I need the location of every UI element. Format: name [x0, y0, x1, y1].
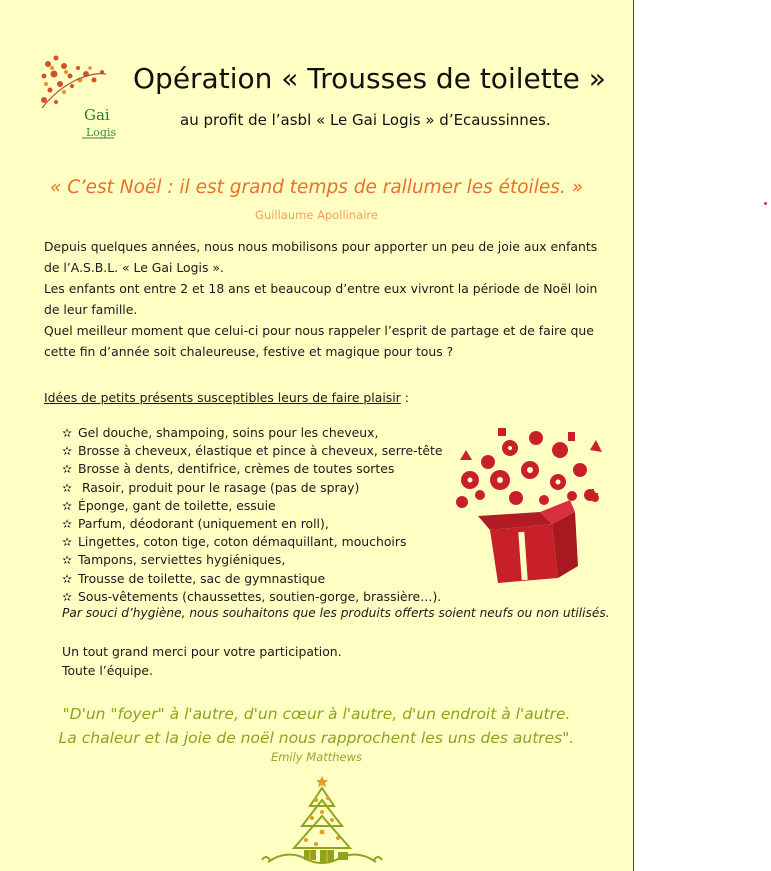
- christmas-tree-icon: [258, 770, 386, 870]
- list-item-text: Brosse à dents, dentifrice, crèmes de toutes sortes: [78, 461, 395, 477]
- intro-paragraph: Depuis quelques années, nous nous mobilisons pour apporter un peu de joie aux enfants de l’A.S.B.L. « Le Gai Logis ».: [44, 239, 598, 275]
- list-item-text: Tampons, serviettes hygiéniques,: [78, 552, 286, 568]
- page-subtitle: au profit de l’asbl « Le Gai Logis » d’Ecaussinnes.: [180, 111, 551, 129]
- star-icon: ✫: [62, 498, 73, 513]
- page-title: Opération « Trousses de toilette »: [133, 62, 606, 95]
- gai-logis-logo: [36, 50, 116, 142]
- list-item: [62, 479, 462, 497]
- list-item: [62, 497, 462, 515]
- star-icon: ✫: [62, 535, 73, 550]
- star-icon: ✫: [62, 462, 73, 477]
- list-item-text: Lingettes, coton tige, coton démaquillant, mouchoirs: [78, 534, 407, 550]
- list-item-text: Sous-vêtements (chaussettes, soutien-gorge, brassière…).: [78, 588, 442, 604]
- apollinaire-quote: « C’est Noël : il est grand temps de rallumer les étoiles. »: [49, 177, 584, 198]
- signature-line: Toute l’équipe.: [62, 663, 153, 678]
- star-icon: ✫: [62, 426, 73, 440]
- logo-text-logis: Logis: [86, 126, 116, 139]
- intro-paragraph: Les enfants ont entre 2 et 18 ans et beaucoup d’entre eux vivront la période de Noël loin de leur famille.: [44, 281, 598, 317]
- list-item: [62, 515, 462, 533]
- list-item: [62, 442, 462, 460]
- star-icon: ✫: [62, 480, 73, 495]
- list-item: [62, 460, 462, 478]
- gift-ideas-list: [62, 424, 462, 606]
- thanks-line: Un tout grand merci pour votre participation.: [62, 644, 342, 659]
- logo-text-gai: Gai: [84, 106, 110, 124]
- quote-author: Emily Matthews: [270, 750, 363, 764]
- list-item-text: Rasoir, produit pour le rasage (pas de spray): [78, 479, 360, 495]
- list-item: [62, 551, 462, 569]
- star-icon: ✫: [62, 553, 73, 568]
- thanks-block: [62, 642, 342, 680]
- list-item-text: Brosse à cheveux, élastique et pince à cheveux, serre-tête: [78, 443, 443, 459]
- list-item: [62, 570, 462, 588]
- quote-line: "D'un "foyer" à l'autre, d'un cœur à l'autre, d'un endroit à l'autre.: [62, 705, 571, 723]
- ideas-heading-colon: :: [400, 390, 409, 405]
- quote-line: La chaleur et la joie de noël nous rapprochent les uns des autres".: [58, 729, 575, 747]
- ideas-heading: [44, 390, 409, 405]
- quote-author: Guillaume Apollinaire: [255, 208, 378, 222]
- list-item-text: Éponge, gant de toilette, essuie: [78, 497, 276, 513]
- list-item: [62, 424, 462, 442]
- list-item-text: Parfum, déodorant (uniquement en roll),: [78, 516, 329, 532]
- list-item: [62, 588, 462, 606]
- ideas-heading-text: Idées de petits présents susceptibles leurs de faire plaisir: [44, 390, 401, 405]
- matthews-quote: [0, 702, 633, 750]
- list-item: [62, 533, 462, 551]
- star-icon: ✫: [62, 589, 73, 604]
- intro-paragraph: Quel meilleur moment que celui-ci pour nous rappeler l’esprit de partage et de faire que cette fin d’année soit chaleureuse, festive et magique pour tous ?: [44, 323, 594, 359]
- intro-text: [44, 236, 604, 362]
- star-icon: ✫: [62, 571, 73, 586]
- star-icon: ✫: [62, 517, 73, 532]
- christmas-gift-box-icon: [440, 420, 605, 585]
- list-item-text: Gel douche, shampoing, soins pour les cheveux,: [78, 425, 379, 440]
- stray-dot: [764, 202, 767, 205]
- list-item-text: Trousse de toilette, sac de gymnastique: [78, 570, 326, 586]
- hygiene-note: Par souci d’hygiène, nous souhaitons que les produits offerts soient neufs ou non utilisés.: [62, 606, 610, 620]
- star-icon: ✫: [62, 444, 73, 459]
